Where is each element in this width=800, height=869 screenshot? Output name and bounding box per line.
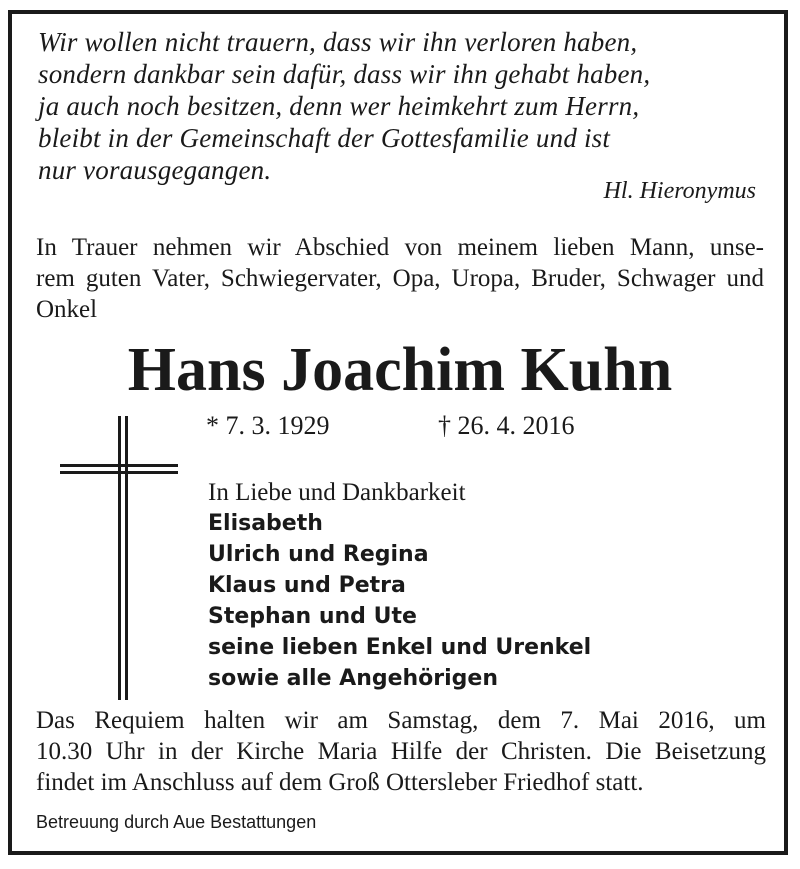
quote-line: sondern dankbar sein dafür, dass wir ihn gehabt haben, — [38, 59, 651, 89]
quote-attribution: Hl. Hieronymus — [603, 178, 756, 204]
cross-icon — [56, 416, 186, 700]
mourner-name: Elisabeth — [208, 511, 323, 536]
memorial-quote — [38, 26, 758, 186]
mourner-name: Stephan und Ute — [208, 604, 417, 629]
intro-text — [36, 232, 764, 325]
deceased-name: Hans Joachim Kuhn — [127, 336, 673, 404]
quote-line: Wir wollen nicht trauern, dass wir ihn verloren haben, — [38, 27, 638, 57]
service-line: Das Requiem halten wir am Samstag, dem 7. Mai 2016, um — [36, 707, 766, 734]
death-date: † 26. 4. 2016 — [438, 411, 575, 440]
mourner-name: seine lieben Enkel und Urenkel — [208, 635, 592, 660]
birth-date: * 7. 3. 1929 — [206, 411, 330, 440]
service-line: findet im Anschluss auf dem Groß Ottersleber Friedhof statt. — [36, 769, 644, 796]
service-info — [36, 705, 766, 798]
mourners-list — [208, 477, 591, 694]
quote-line: bleibt in der Gemeinschaft der Gottesfamilie und ist — [38, 123, 611, 153]
intro-line: In Trauer nehmen wir Abschied von meinem lieben Mann, unse- — [36, 234, 764, 261]
mourner-name: sowie alle Angehörigen — [208, 666, 499, 691]
mourners-lead: In Liebe und Dankbarkeit — [208, 479, 466, 506]
intro-line: Onkel — [36, 296, 98, 323]
mourner-name: Ulrich und Regina — [208, 542, 429, 567]
quote-line: nur vorausgegangen. — [38, 155, 272, 185]
funeral-home-credit: Betreuung durch Aue Bestattungen — [36, 812, 317, 832]
intro-line: rem guten Vater, Schwiegervater, Opa, Uropa, Bruder, Schwager und — [36, 265, 764, 292]
service-line: 10.30 Uhr in der Kirche Maria Hilfe der Christen. Die Beisetzung — [36, 738, 766, 765]
mourner-name: Klaus und Petra — [208, 573, 406, 598]
quote-line: ja auch noch besitzen, denn wer heimkehrt zum Herrn, — [38, 91, 640, 121]
